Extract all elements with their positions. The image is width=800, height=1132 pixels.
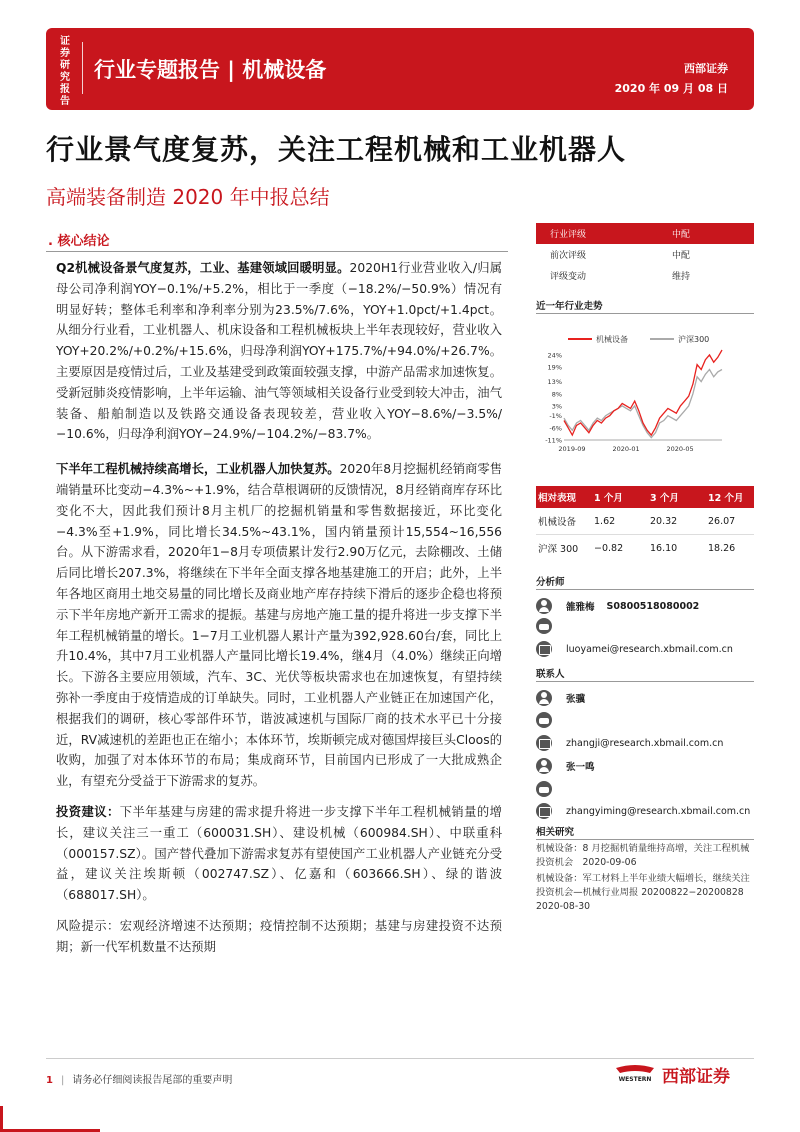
paragraph-lead: Q2机械设备景气度复苏，工业、基建领域回暖明显。 (56, 261, 350, 275)
y-tick-label: -11% (545, 436, 562, 445)
analyst-email-row (536, 641, 733, 657)
paragraph-lead: 投资建议： (56, 804, 120, 819)
analyst-label: 分析师 (536, 577, 565, 588)
perf-header-row: 相对表现 1 个月 3 个月 12 个月 (536, 486, 754, 508)
analyst-phone-row (536, 618, 566, 634)
analyst-name-row (536, 598, 699, 614)
x-tick-label: 2020-01 (612, 445, 640, 453)
contact-email[interactable]: zhangji@research.xbmail.com.cn (566, 737, 724, 749)
related-item[interactable]: 机械设备：军工材料上半年业绩大幅增长，继续关注投资机会—机械行业周报 20200822−20200828 2020-08-30 (536, 873, 753, 912)
legend-label: 机械设备 (596, 335, 628, 344)
header-divider (82, 42, 83, 94)
perf-row: 机械设备 1.62 20.32 26.07 (538, 515, 736, 528)
footer: 1 | 请务必仔细阅读报告尾部的重要声明 (46, 1075, 233, 1086)
y-tick-label: 3% (551, 402, 562, 411)
y-tick-label: 19% (547, 363, 562, 372)
rating-row: 前次评级 中配 (550, 251, 691, 261)
industry-trend-chart (536, 318, 754, 468)
perf-row: 沪深 300 −0.82 16.10 18.26 (538, 542, 736, 555)
related-divider (536, 839, 754, 840)
related-research-list (536, 842, 754, 916)
rating-table (536, 223, 754, 286)
x-tick-label: 2019-09 (558, 445, 586, 453)
report-type-vertical-tag: 证券研究报告 (60, 36, 70, 107)
firm-name: 西部证券 (684, 62, 728, 75)
contact-divider (536, 681, 754, 682)
paragraph-text: 下半年基建与房建的需求提升将进一步支撑下半年工程机械销量的增长，建议关注三一重工（600031.SH）、建设机械（600984.SH）、中联重科（000157.SZ）。国产替代叠加下游需求复苏有望使国产工业机器人产业链充分受益，建议关注埃斯顿（002747.SZ）、亿嘉和（603666.SH）、绿的谐波（688017.SH）。 (56, 804, 502, 903)
mail-icon (536, 735, 552, 751)
contact-name: 张骥 (566, 694, 586, 705)
main-body (56, 258, 502, 966)
contact-email-row (536, 803, 750, 819)
y-tick-label: 8% (551, 390, 562, 399)
report-category-title: 行业专题报告 | 机械设备 (94, 58, 327, 82)
relative-performance-table (536, 486, 754, 561)
paragraph-2 (56, 459, 502, 792)
analyst-name: 雒雅梅 (566, 602, 595, 613)
phone-icon (536, 618, 552, 634)
contact-label: 联系人 (536, 669, 565, 680)
contact-phone-row (536, 712, 566, 728)
western-securities-logo-icon (614, 1064, 656, 1086)
report-subtitle: 高端装备制造 2020 年中报总结 (46, 185, 330, 209)
firm-logo (614, 1062, 730, 1087)
report-date: 2020 年 09 月 08 日 (614, 82, 728, 95)
contact-name-row (536, 690, 585, 706)
series-line-1 (564, 370, 722, 438)
footer-divider (46, 1058, 754, 1059)
y-tick-label: 13% (547, 378, 562, 387)
paragraph-text: 2020H1行业营业收入/归属母公司净利润YOY−0.1%/+5.2%，相比于一季度（−18.2%/−50.9%）情况有明显好转；整体毛利率和净利率分别为23.5%/7.6%，YOY+1.0pct/+1.4pct。从细分行业看，工业机器人、机床设备和工程机械板块上半年表现较好，营业收入YOY+20.2%/+0.2%/+15.6%，归母净利润YOY+175.7%/+94.0%/+26.7%。主要原因是疫情过后，工业及基建受到政策面较强支撑，中游产品需求加速恢复。受新冠肺炎疫情影响，上半年运输、油气等领域相关设备行业受到较大冲击，油气装备、船舶制造以及铁路交通设备表现较差，营业收入YOY−8.6%/−3.5%/−10.6%，归母净利润YOY−24.9%/−104.2%/−83.7%。 (56, 261, 502, 442)
section-label: 核心结论 (57, 234, 110, 249)
page-corner-decoration (0, 1106, 100, 1132)
report-header-banner (46, 28, 754, 110)
analyst-divider (536, 589, 754, 590)
paragraph-lead: 下半年工程机械持续高增长，工业机器人加快复苏。 (56, 462, 340, 477)
paragraph-3 (56, 802, 502, 906)
person-icon (536, 690, 552, 706)
page-number: 1 (46, 1075, 53, 1086)
logo-text: 西部证券 (662, 1067, 730, 1087)
paragraph-4 (56, 916, 502, 958)
phone-icon (536, 712, 552, 728)
phone-icon (536, 781, 552, 797)
mail-icon (536, 803, 552, 819)
y-tick-label: -6% (549, 424, 562, 433)
mail-icon (536, 641, 552, 657)
paragraph-text: 风险提示：宏观经济增速不达预期；疫情控制不达预期；基建与房建投资不达预期；新一代军机数量不达预期 (56, 918, 502, 954)
rating-row: 评级变动 维持 (550, 272, 691, 282)
contact-name: 张一鸣 (566, 762, 595, 773)
related-item[interactable]: 机械设备：8 月挖掘机销量维持高增，关注工程机械投资机会 2020-09-06 (536, 843, 750, 868)
contact-name-row (536, 758, 595, 774)
logo-sub: WESTERN (618, 1075, 652, 1083)
legend-label: 沪深300 (678, 335, 710, 344)
series-line-0 (564, 350, 722, 435)
analyst-email[interactable]: luoyamei@research.xbmail.com.cn (566, 643, 733, 655)
person-icon (536, 598, 552, 614)
contact-email[interactable]: zhangyiming@research.xbmail.com.cn (566, 805, 751, 817)
x-tick-label: 2020-05 (666, 445, 694, 453)
person-icon (536, 758, 552, 774)
trend-label: 近一年行业走势 (536, 301, 603, 312)
paragraph-1 (56, 258, 502, 445)
y-tick-label: 24% (547, 351, 562, 360)
trend-divider (536, 313, 754, 314)
contact-phone-row (536, 781, 566, 797)
y-tick-label: -1% (549, 412, 562, 421)
related-label: 相关研究 (536, 827, 575, 838)
contact-email-row (536, 735, 723, 751)
rating-row: 行业评级 中配 (536, 223, 754, 244)
paragraph-text: 2020年8月挖掘机经销商零售端销量环比变动−4.3%~+1.9%，结合草根调研的反馈情况，8月经销商库存环比变化不大，因此我们预计8月主机厂的挖掘机销量和零售数据接近，环比变化−4.3%至+1.9%，同比增长34.5%~43.1%，国内销量预计15,554~16,556台。从下游需求看，2020年1−8月专项债累计发行2.90万亿元，去除棚改、土储后同比增长207.3%，将继续在下半年全面支撑各地基建施工的开启；此外，上半年各地区商用土地交易量的同比增长及商业地产库存持续下滑后的逐步企稳也将预示下半年房地产新开工需求的提振。基建与房地产施工量的提升将进一步支撑下半年工程机械销量的增长。1−7月工业机器人累计产量为392,928.60台/套，同比上升10.4%，其中7月工业机器人产量同比增长19.4%，继4月（4.0%）继续正向增长。下游各主要应用领域，汽车、3C、光伏等板块需求也在加速恢复，有望持续弥补一季度由于疫情造成的订单缺失。同时，工业机器人产业链正在加速国产化，根据我们的调研，核心零部件环节，谐波减速机与国际厂商的技术水平已十分接近，RV减速机的差距也正在缩小；本体环节，埃斯顿完成对德国焊接巨头Cloos的收购，加强了对本体环节的布局；集成商环节，目前国内已形成了一大批成熟企业，有望充分受益于下游需求的复苏。 (56, 462, 502, 789)
core-conclusion-heading: . 核心结论 (46, 228, 508, 252)
analyst-license: S0800518080002 (606, 600, 700, 612)
disclaimer-text: 请务必仔细阅读报告尾部的重要声明 (72, 1075, 233, 1086)
report-title: 行业景气度复苏，关注工程机械和工业机器人 (46, 133, 627, 166)
